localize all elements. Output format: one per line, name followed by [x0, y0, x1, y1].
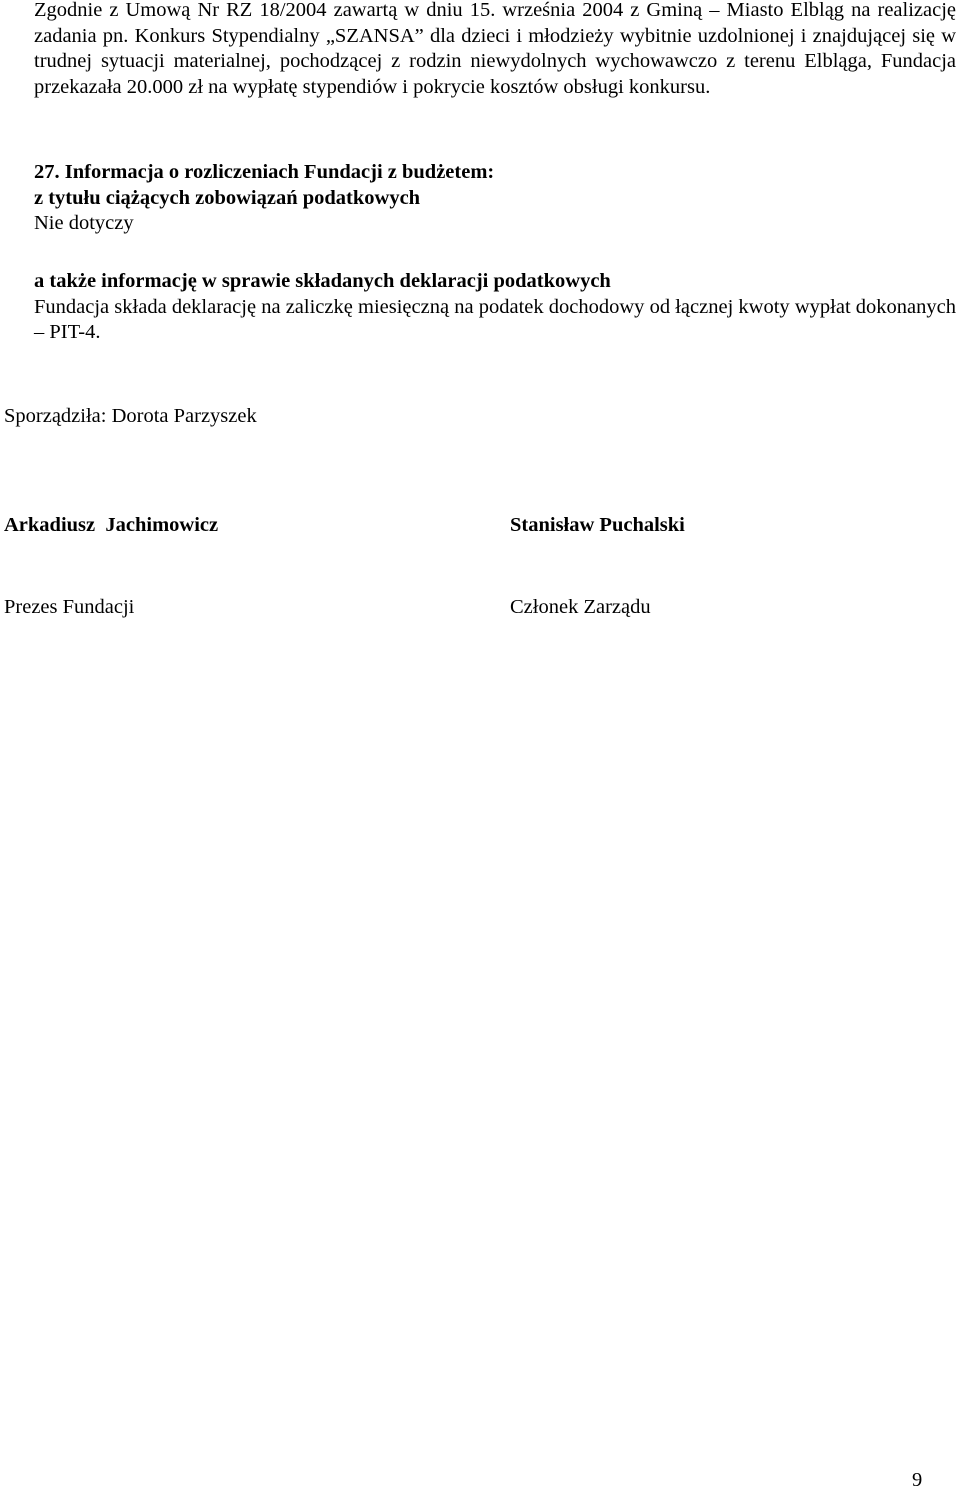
section-27-subheading: z tytułu ciążących zobowiązań podatkowych: [34, 186, 421, 209]
tax-declarations-text: Fundacja składa deklarację na zaliczkę miesięczną na podatek dochodowy od łącznej kwoty wypłat dokonanych – PIT-4.: [34, 295, 956, 344]
prepared-by: Sporządziła: Dorota Parzyszek: [4, 405, 257, 427]
intro-paragraph-text: Zgodnie z Umową Nr RZ 18/2004 zawartą w dniu 15. września 2004 z Gminą – Miasto Elbląg na realizację zadania pn. Konkurs Stypendialny „SZANSA” dla dzieci i młodzieży wybitnie uzdolnionej i znajdującej się w trudnej sytuacji materialnej, pochodzącej z rodzin niewydolnych wychowawczo z terenu Elbląga, Fundacja przekazała 20.000 zł na wypłatę stypendiów i pokrycie kosztów obsługi konkursu.: [34, 0, 956, 98]
signature-name-board-member: Stanisław Puchalski: [510, 514, 685, 536]
intro-paragraph: [34, 0, 956, 100]
page-number: 9: [912, 1469, 923, 1491]
section-27-heading: 27. Informacja o rozliczeniach Fundacji z budżetem:: [34, 161, 495, 183]
signature-role-president: Prezes Fundacji: [4, 596, 135, 618]
section-27: [34, 160, 956, 237]
section-27-answer: Nie dotyczy: [34, 212, 134, 235]
signature-name-president: Arkadiusz Jachimowicz: [4, 514, 219, 536]
tax-declarations-heading: a także informację w sprawie składanych deklaracji podatkowych: [34, 270, 611, 292]
signature-role-board-member: Członek Zarządu: [510, 596, 651, 618]
tax-declarations-section: [34, 269, 956, 346]
